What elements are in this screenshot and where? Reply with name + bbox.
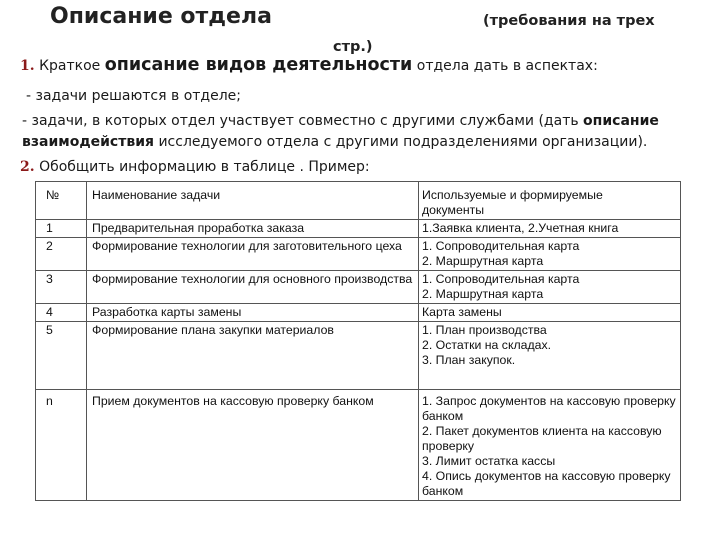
- row-number: 2: [36, 238, 87, 271]
- doc-line: 1.Заявка клиента, 2.Учетная книга: [422, 221, 619, 235]
- page-subtitle-part1: (требования на трех: [483, 13, 655, 29]
- row-task: Предварительная проработка заказа: [87, 220, 419, 238]
- row-task: Прием документов на кассовую проверку банком: [87, 390, 419, 501]
- table-row: [36, 271, 681, 304]
- point-1: [20, 55, 598, 75]
- bullet-2-continued-emphasis: взаимодействия: [22, 134, 154, 150]
- doc-line: 2. Пакет документов клиента на кассовую проверку: [422, 424, 662, 453]
- row-task: Формирование плана закупки материалов: [87, 322, 419, 390]
- header-number: №: [36, 182, 87, 220]
- doc-line: 4. Опись документов на кассовую проверку банком: [422, 469, 671, 498]
- point-2-number: 2.: [20, 159, 35, 175]
- row-docs: [419, 304, 681, 322]
- point-1-text-c: отдела дать в аспектах:: [412, 58, 598, 74]
- point-1-text-a: Краткое: [34, 58, 105, 74]
- doc-line: 1. Сопроводительная карта: [422, 272, 580, 286]
- doc-line: 1. Сопроводительная карта: [422, 239, 580, 253]
- row-number: 4: [36, 304, 87, 322]
- header-task: Наименование задачи: [87, 182, 419, 220]
- row-docs: [419, 220, 681, 238]
- row-docs: [419, 271, 681, 304]
- point-2-text: Обобщить информацию в таблице . Пример:: [34, 159, 370, 175]
- table-row: [36, 304, 681, 322]
- page-title: Описание отдела: [50, 4, 272, 29]
- bullet-2-continued-text: исследуемого отдела с другими подразделениями организации).: [154, 134, 648, 150]
- tasks-table: [35, 181, 681, 501]
- row-task: Разработка карты замены: [87, 304, 419, 322]
- header-docs: Используемые и формируемые документы: [419, 182, 681, 220]
- doc-line: Карта замены: [422, 305, 502, 319]
- bullet-1: - задачи решаются в отделе;: [26, 88, 241, 104]
- doc-line: 3. План закупок.: [422, 353, 516, 367]
- doc-line: 2. Маршрутная карта: [422, 254, 544, 268]
- row-number: 3: [36, 271, 87, 304]
- doc-line: 2. Маршрутная карта: [422, 287, 544, 301]
- table-row: [36, 390, 681, 501]
- table-row: [36, 322, 681, 390]
- row-number: 5: [36, 322, 87, 390]
- row-docs: [419, 322, 681, 390]
- point-2: [20, 159, 370, 175]
- page-subtitle-part2: стр.): [333, 39, 373, 55]
- doc-line: 1. План производства: [422, 323, 547, 337]
- row-task: Формирование технологии для заготовительного цеха: [87, 238, 419, 271]
- doc-line: 2. Остатки на складах.: [422, 338, 552, 352]
- row-docs: [419, 238, 681, 271]
- table-header-row: [36, 182, 681, 220]
- row-task: Формирование технологии для основного производства: [87, 271, 419, 304]
- point-1-emphasis: описание видов деятельности: [104, 55, 413, 75]
- doc-line: 1. Запрос документов на кассовую проверку банком: [422, 394, 676, 423]
- table-row: [36, 238, 681, 271]
- bullet-2: [22, 113, 659, 129]
- doc-line: 3. Лимит остатка кассы: [422, 454, 556, 468]
- point-1-number: 1.: [20, 58, 35, 74]
- bullet-2-continued: [22, 134, 647, 150]
- row-number: 1: [36, 220, 87, 238]
- row-docs: [419, 390, 681, 501]
- bullet-2-text: - задачи, в которых отдел участвует совместно с другими службами (дать: [22, 113, 584, 129]
- table-row: [36, 220, 681, 238]
- bullet-2-emphasis: описание: [583, 113, 659, 129]
- row-number: n: [36, 390, 87, 501]
